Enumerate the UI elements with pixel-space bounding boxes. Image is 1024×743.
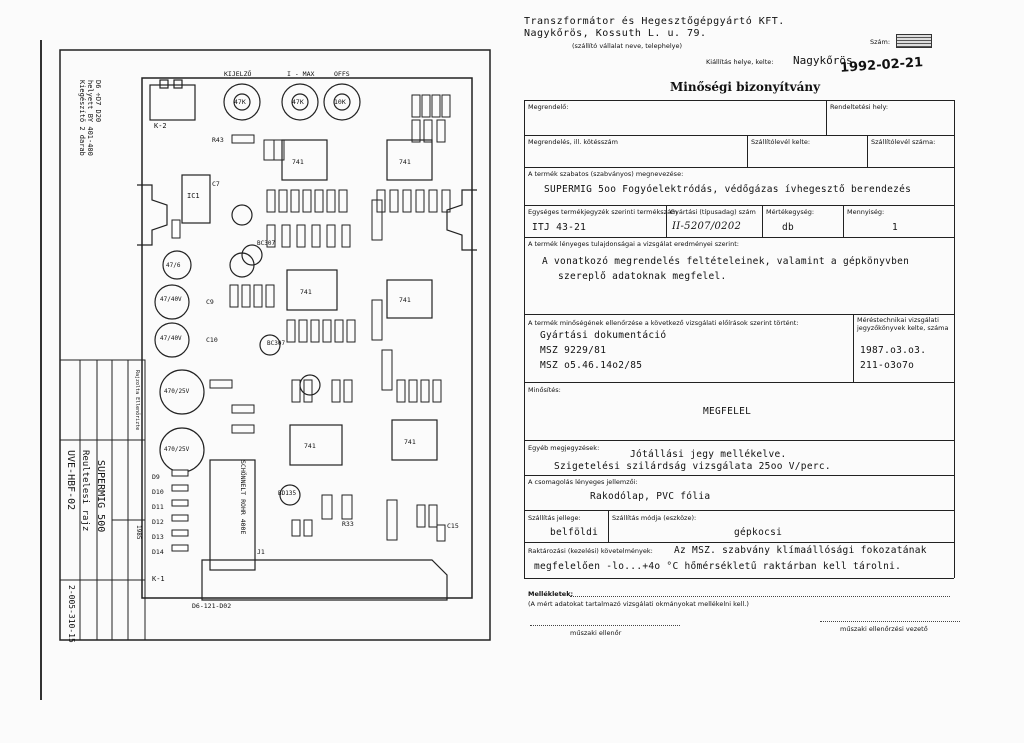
company-name: Transzformátor és Hegesztőgépgyártó KFT.: [524, 16, 785, 27]
megjegyzes-label: Egyéb megjegyzések:: [528, 444, 600, 452]
mennyiseg-value: 1: [892, 222, 899, 233]
szallitolevel-szama-label: Szállítólevél száma:: [871, 138, 936, 146]
mellekletek-line: [570, 596, 950, 597]
raktarozasi-label: Raktározási (kezelési) követelmények:: [528, 547, 653, 555]
cap-label: C9: [206, 298, 214, 306]
termek-value: SUPERMIG 5oo Fogyóelektródás, védőgázas ívhegesztő berendezés: [544, 184, 912, 195]
ellenorzes-line: Gyártási dokumentáció: [540, 330, 667, 341]
form-line: [867, 135, 868, 167]
szam-label: Szám:: [870, 38, 891, 46]
ic-label: 741: [404, 438, 416, 446]
csomagolas-label: A csomagolás lényeges jellemzői:: [528, 478, 638, 486]
schematic-note: D6 ÷D7 D20: [94, 80, 102, 123]
title-block-cells: [132, 370, 142, 430]
form-line: [524, 578, 954, 579]
title-block-cell: Rajzolta: [134, 370, 140, 395]
relay-label: K-2: [154, 122, 167, 130]
title-block-product: SUPERMIG 500: [95, 460, 106, 533]
form-line: [853, 314, 854, 382]
form-line: [524, 205, 954, 206]
cap-value: 470/25V: [164, 446, 190, 453]
diode-label: D10: [152, 488, 164, 496]
company-address: Nagykőrös, Kossuth L. u. 79.: [524, 28, 707, 39]
schematic-note: helyett BY 401-400: [86, 80, 94, 156]
gyartasi-value: II-5207/0202: [672, 221, 742, 232]
form-line: [843, 205, 844, 237]
termek-label: A termék szabatos (szabványos) megnevezése:: [528, 170, 684, 178]
knob-label: I - MAX: [287, 70, 315, 78]
szallitas-jellege-label: Szállítás jellege:: [528, 514, 581, 522]
megrendeles-label: Megrendelés, ill. kötésszám: [528, 138, 618, 146]
ic-label: 741: [300, 288, 312, 296]
title-block-date: 1985: [135, 525, 142, 540]
certificate: [510, 0, 1024, 743]
schematic-sheet: [40, 40, 500, 700]
form-line: [666, 205, 667, 237]
form-line: [524, 382, 954, 383]
form-line: [524, 135, 954, 136]
diode-label: D14: [152, 548, 164, 556]
cap-value: 470/25V: [164, 388, 190, 395]
ellenorzes-line: MSZ o5.46.14o2/85: [540, 360, 643, 371]
megjegyzes-line: Jótállási jegy mellékelve.: [630, 449, 787, 460]
form-border: [524, 100, 525, 578]
diode-label: D13: [152, 533, 164, 541]
connector-label: J1: [257, 548, 265, 556]
szallitas-jellege-value: belföldi: [550, 527, 599, 538]
diode-label: D11: [152, 503, 164, 511]
kiallitas-label: Kiállítás helye, kelte:: [706, 58, 774, 66]
form-line: [524, 167, 954, 168]
ic-label: 741: [399, 158, 411, 166]
szallitas-modja-value: gépkocsi: [734, 527, 783, 538]
schematic-drawing: [42, 40, 500, 700]
resistor-label: R43: [212, 136, 224, 144]
form-line: [524, 314, 954, 315]
mertekegyseg-label: Mértékegység:: [766, 208, 815, 216]
mellekletek-label: Mellékletek:: [528, 590, 574, 598]
minosites-label: Minősítés:: [528, 386, 561, 394]
diode-label: D12: [152, 518, 164, 526]
diode-label: D9: [152, 473, 160, 481]
schematic-header-notes: [78, 80, 102, 156]
kiallitas-date-stamp: 1992-02-21: [839, 55, 924, 76]
ellenorzes-line: MSZ 9229/81: [540, 345, 607, 356]
ellenorzes-label: A termék minőségének ellenőrzése a következő vizsgálati előírások szerint történt:: [528, 319, 799, 327]
form-line: [524, 510, 954, 511]
knob-label: OFFS: [334, 70, 350, 78]
szallitolevel-kelte-label: Szállítólevél kelte:: [751, 138, 811, 146]
cap-label: C7: [212, 180, 220, 188]
tulajdonsag-line: A vonatkozó megrendelés feltételeinek, valamint a gépkönyvben: [542, 256, 910, 267]
signature-label: műszaki ellenőr: [570, 629, 622, 637]
jegyzek-value: ITJ 43-21: [532, 222, 587, 233]
transistor-label: BC307: [257, 240, 276, 247]
form-line: [524, 440, 954, 441]
meres-line: 1987.o3.o3.: [860, 345, 927, 356]
tulajdonsag-label: A termék lényeges tulajdonságai a vizsgálat eredményei szerint:: [528, 240, 739, 248]
resistor-label: R33: [342, 520, 354, 528]
form-line: [826, 100, 827, 135]
knob-value: 47K: [292, 98, 304, 106]
resistor-block-label: SCHÖNNELT ROHR 400E: [239, 460, 247, 535]
gyartasi-label: Gyártási (típusadag) szám: [670, 208, 756, 216]
raktarozasi-line: Az MSZ. szabvány klímaállósági fokozatának: [674, 545, 927, 556]
form-line: [524, 237, 954, 238]
form-line: [524, 100, 954, 101]
meres-line: 211-o3o7o: [860, 360, 915, 371]
form-line: [524, 475, 954, 476]
rendeltetesi-label: Rendeltetési hely:: [830, 103, 889, 111]
title-block-code: UVE-HBF-02: [65, 450, 76, 511]
knob-value: 47K: [234, 98, 246, 106]
connector-code: D6-121-D02: [192, 602, 232, 610]
cap-value: 47/40V: [160, 296, 182, 303]
company-sub-label: (szállító vállalat neve, telephelye): [572, 42, 683, 50]
ic-label: 741: [399, 296, 411, 304]
csomagolas-value: Rakodólap, PVC fólia: [590, 491, 711, 502]
signature-label: műszaki ellenőrzési vezető: [840, 625, 928, 633]
form-border: [954, 100, 955, 578]
knob-label: KIJELZŐ: [224, 70, 252, 78]
title-block-number: 2-005-310-15: [67, 585, 76, 643]
transistor-label: BC307: [267, 340, 286, 347]
jegyzek-label: Egységes termékjegyzék szerinti termékszám: [528, 208, 678, 216]
title-block-drawing: Reultelesi rajz: [80, 450, 90, 532]
szallitas-modja-label: Szállítás módja (eszköze):: [612, 514, 697, 522]
mennyiseg-label: Mennyiség:: [847, 208, 885, 216]
cap-label: C15: [447, 522, 459, 530]
signature-line: [530, 625, 680, 626]
cap-value: 47/6: [166, 262, 181, 269]
transistor-label: BD135: [278, 490, 297, 497]
ic-label: 741: [292, 158, 304, 166]
title-block-cell: Ellenőrizte: [134, 397, 140, 431]
relay-label: K-1: [152, 575, 165, 583]
szam-stamp: [896, 34, 932, 48]
form-line: [524, 542, 954, 543]
raktarozasi-line: megfelelően -lo...+4o °C hőmérsékletű raktárban kell tárolni.: [534, 561, 902, 572]
megrendelo-label: Megrendelő:: [528, 103, 569, 111]
megjegyzes-line: Szigetelési szilárdság vizsgálata 25oo V/perc.: [554, 461, 831, 472]
signature-line: [820, 621, 960, 622]
form-line: [747, 135, 748, 167]
kiallitas-place: Nagykőrös: [793, 54, 853, 67]
diode-labels: [152, 470, 164, 560]
cap-value: 47/40V: [160, 335, 182, 342]
form-line: [762, 205, 763, 237]
mertekegyseg-value: db: [782, 222, 795, 233]
cap-label: C10: [206, 336, 218, 344]
knob-value: 10K: [334, 98, 346, 106]
form-line: [608, 510, 609, 542]
mellekletek-note: (A mért adatokat tartalmazó vizsgálati okmányokat mellékelni kell.): [528, 600, 749, 608]
schematic-note: Kiegészítő 2 darab: [78, 80, 86, 156]
meres-label: Méréstechnikai vizsgálati jegyzőkönyvek kelte, száma: [857, 316, 949, 332]
minosites-value: MEGFELEL: [703, 406, 752, 417]
ic-label: IC1: [187, 192, 200, 200]
ic-label: 741: [304, 442, 316, 450]
tulajdonsag-line: szereplő adatoknak megfelel.: [558, 271, 727, 282]
document-title: Minőségi bizonyítvány: [670, 80, 821, 94]
